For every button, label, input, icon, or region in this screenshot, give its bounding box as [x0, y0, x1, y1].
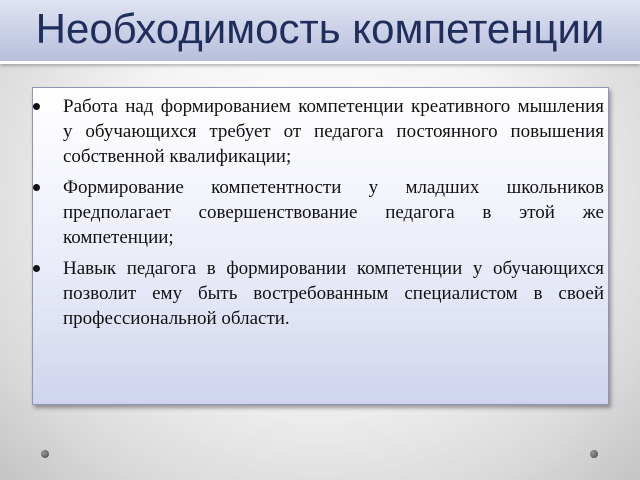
bullet-text: Работа над формированием компетенции креативного мышления у обучающихся требует от педагога постоянного повышения собственной квалификации; — [63, 96, 604, 167]
bullet-item — [33, 94, 604, 169]
decorative-dot-icon — [590, 450, 598, 458]
bullet-dot-icon — [33, 265, 40, 272]
bullet-text: Формирование компетентности у младших школьников предполагает совершенствование педагога в этой же компетенции; — [63, 177, 604, 248]
bullet-list — [33, 94, 604, 331]
content-box — [32, 87, 609, 405]
bullet-text: Навык педагога в формировании компетенции у обучающихся позволит ему быть востребованным специалистом в своей профессиональной области. — [63, 258, 604, 329]
slide-title: Необходимость компетенции — [35, 5, 605, 52]
bullet-dot-icon — [33, 103, 40, 110]
decorative-dot-icon — [41, 450, 49, 458]
title-bar — [0, 0, 640, 64]
bullet-item — [33, 256, 604, 331]
bullet-dot-icon — [33, 184, 40, 191]
bullet-item — [33, 175, 604, 250]
